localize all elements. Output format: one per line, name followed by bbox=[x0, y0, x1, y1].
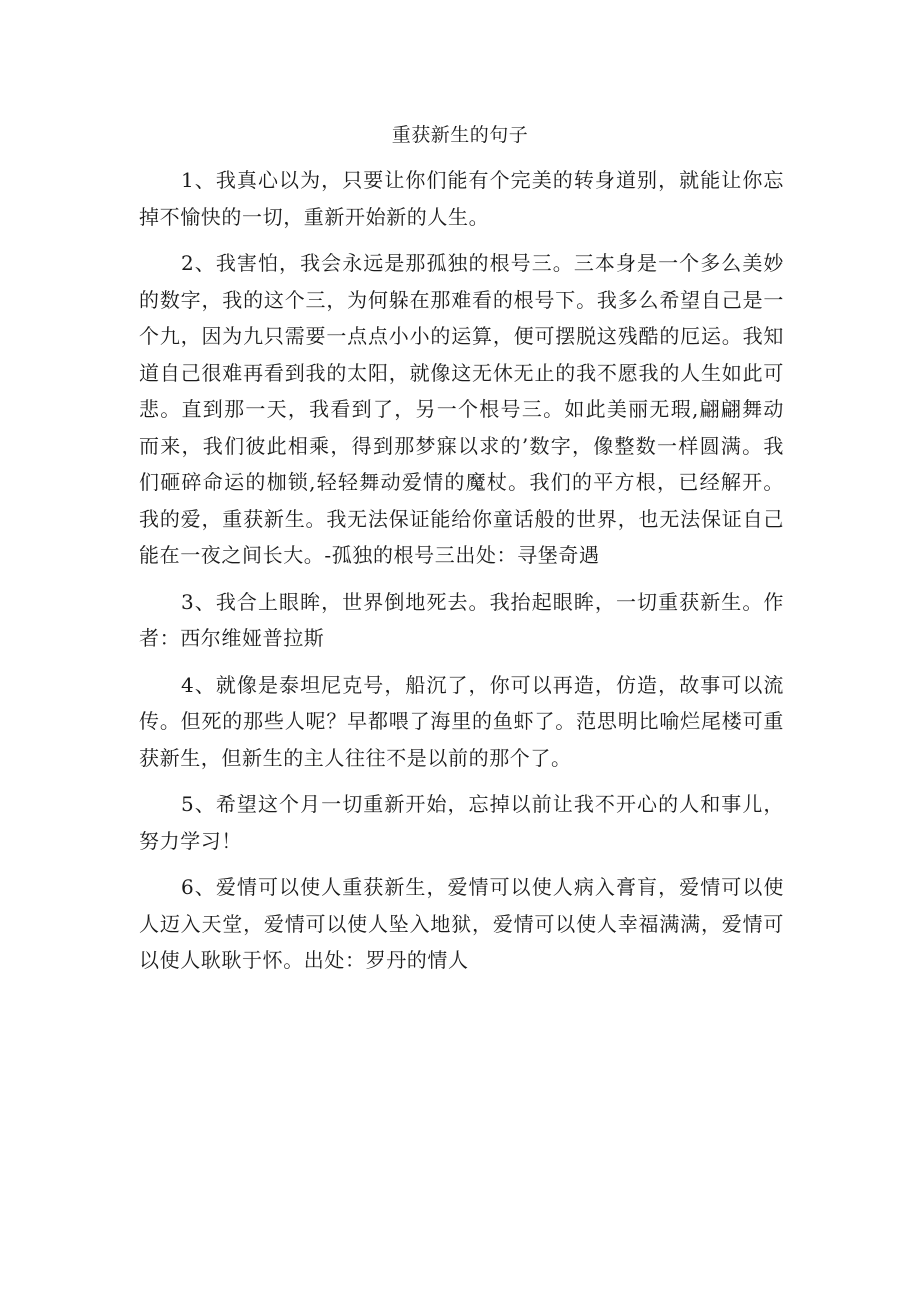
paragraph-3: 3、我合上眼眸，世界倒地死去。我抬起眼眸，一切重获新生。作者：西尔维娅普拉斯 bbox=[139, 589, 784, 650]
paragraph-6: 6、爱情可以使人重获新生，爱情可以使人病入膏肓，爱情可以使人迈入天堂，爱情可以使人坠入地狱，爱情可以使人幸福满满，爱情可以使人耿耿于怀。出处：罗丹的情人 bbox=[139, 875, 784, 972]
paragraph-2: 2、我害怕，我会永远是那孤独的根号三。三本身是一个多么美妙的数字，我的这个三，为何躲在那难看的根号下。我多么希望自己是一个九，因为九只需要一点点小小的运算，便可摆脱这残酷的厄运。我知道自己很难再看到我的太阳，就像这无休无止的我不愿我的人生如此可悲。直到那一天，我看到了，另一个根号三。如此美丽无瑕,翩翩舞动而来，我们彼此相乘，得到那梦寐以求的’数字，像整数一样圆满。我们砸碎命运的枷锁,轻轻舞动爱情的魔杖。我们的平方根，已经解开。我的爱，重获新生。我无法保证能给你童话般的世界，也无法保证自己能在一夜之间长大。-孤独的根号三出处：寻堡奇遇 bbox=[139, 251, 784, 567]
paragraph-4: 4、就像是泰坦尼克号，船沉了，你可以再造，仿造，故事可以流传。但死的那些人呢？早都喂了海里的鱼虾了。范思明比喻烂尾楼可重获新生，但新生的主人往往不是以前的那个了。 bbox=[139, 672, 784, 770]
document-title: 重获新生的句子 bbox=[391, 124, 529, 146]
paragraph-5: 5、希望这个月一切重新开始，忘掉以前让我不开心的人和事儿，努力学习！ bbox=[139, 792, 784, 853]
paragraph-1: 1、我真心以为，只要让你们能有个完美的转身道别，就能让你忘掉不愉快的一切，重新开始新的人生。 bbox=[139, 168, 784, 229]
document-body bbox=[139, 162, 784, 989]
